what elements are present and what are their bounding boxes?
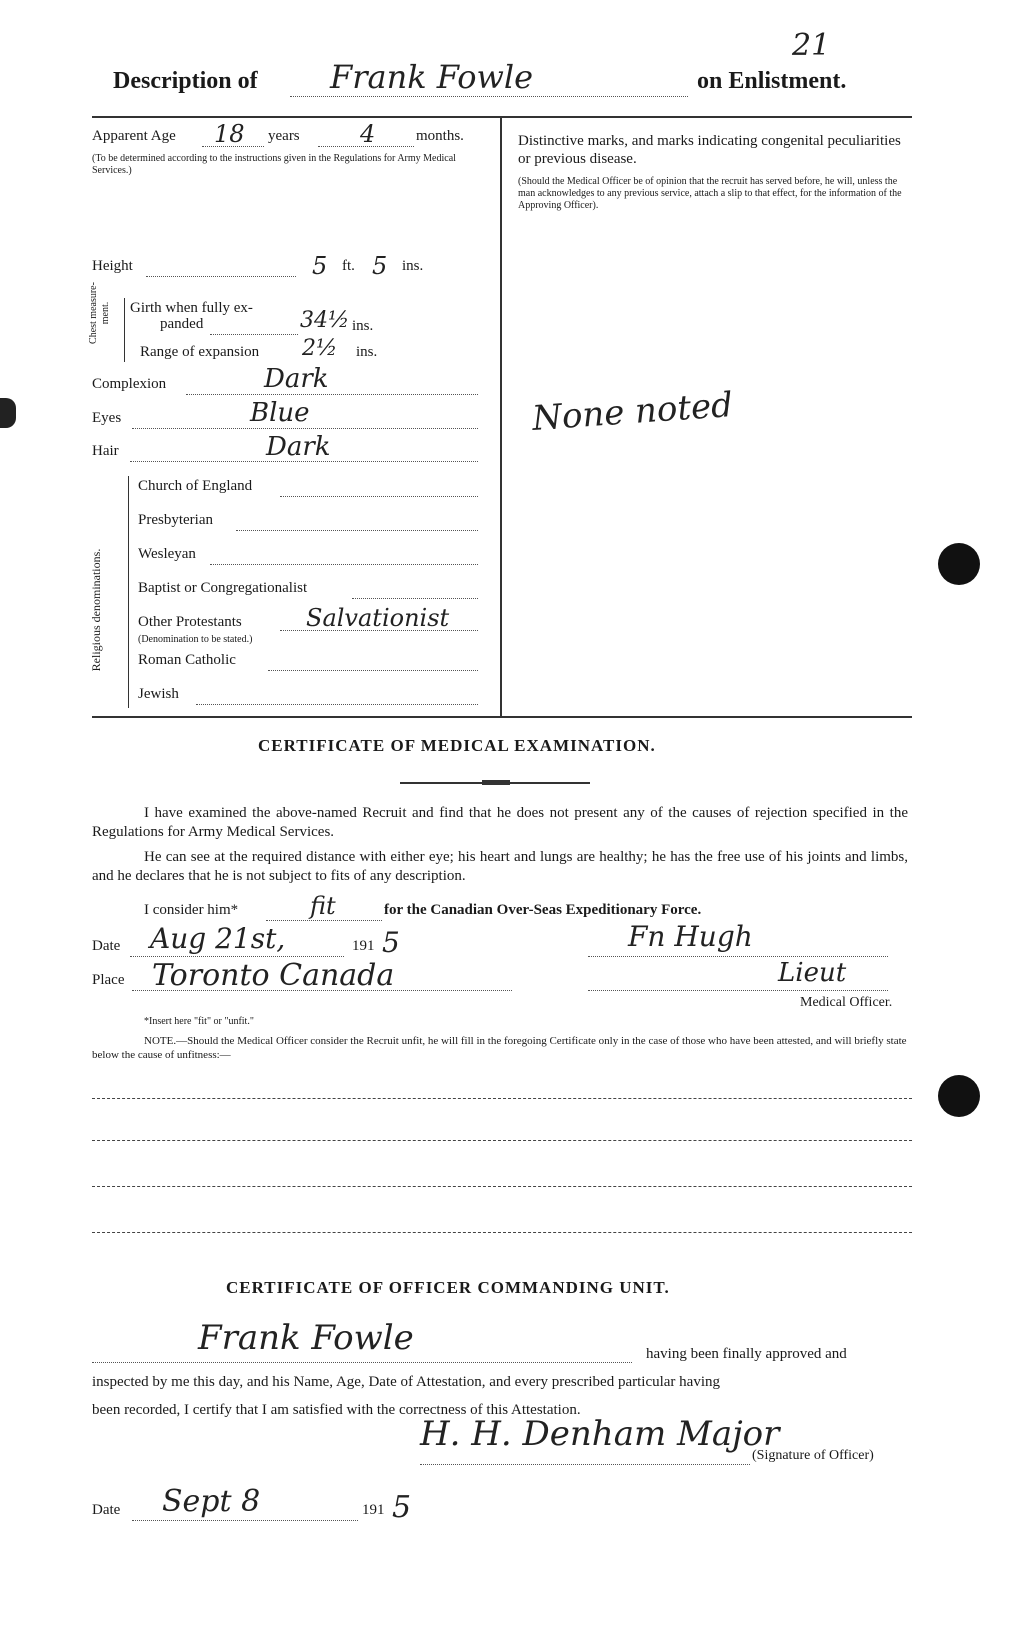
marks-value: None noted — [530, 385, 735, 439]
commanding-line-3: been recorded, I certify that I am satisfied with the correctness of this Attestation. — [92, 1402, 581, 1418]
age-label: Apparent Age — [92, 128, 176, 144]
height-ft-value: 5 — [312, 252, 328, 280]
commanding-signature-label: (Signature of Officer) — [752, 1448, 874, 1463]
girth-unit: ins. — [352, 318, 374, 334]
commanding-year-value: 5 — [392, 1490, 412, 1525]
medical-title: CERTIFICATE OF MEDICAL EXAMINATION. — [258, 736, 656, 755]
hair-value: Dark — [266, 432, 331, 462]
eyes-value: Blue — [250, 398, 310, 428]
medical-year-prefix: 191 — [352, 938, 375, 954]
insert-note: *Insert here "fit" or "unfit." — [144, 1016, 254, 1027]
commanding-date-label: Date — [92, 1502, 121, 1518]
medical-date-label: Date — [92, 938, 121, 954]
girth-label-2: panded — [160, 316, 204, 332]
page-number: 21 — [792, 28, 831, 63]
punch-hole-top — [938, 543, 980, 585]
age-months-value: 4 — [360, 120, 376, 148]
header-suffix: on Enlistment. — [697, 68, 847, 94]
section-rule — [92, 716, 912, 718]
complexion-label: Complexion — [92, 376, 167, 392]
column-divider — [500, 118, 502, 716]
age-note: (To be determined according to the instructions given in the Regulations for Army Medical Services.) — [92, 153, 456, 176]
religion-baptist: Baptist or Congregationalist — [138, 580, 308, 596]
unfitness-line-1 — [92, 1098, 912, 1099]
religion-church-of-england: Church of England — [138, 478, 253, 494]
header-name-line — [290, 96, 688, 97]
marks-note: (Should the Medical Officer be of opinion that the recruit has served before, he will, unless the man acknowledges to any previous service, attach a slip to that effect, for the information of the Approving Officer). — [518, 176, 902, 211]
place-value: Toronto Canada — [152, 958, 395, 993]
range-label: Range of expansion — [140, 344, 260, 360]
medical-officer-signature: Fn Hugh — [628, 920, 753, 953]
medical-officer-label: Medical Officer. — [800, 995, 893, 1010]
commanding-officer-signature: H. H. Denham Major — [420, 1414, 780, 1454]
consider-label: I consider him* — [144, 902, 239, 918]
religion-other-protestants: Other Protestants — [138, 614, 242, 630]
unfitness-line-4 — [92, 1232, 912, 1233]
girth-value: 34½ — [300, 308, 350, 333]
range-unit: ins. — [356, 344, 378, 360]
unfitness-line-2 — [92, 1140, 912, 1141]
punch-hole-bottom — [938, 1075, 980, 1117]
medical-year-value: 5 — [382, 926, 400, 959]
religion-side-label: Religious denominations. — [89, 548, 103, 672]
medical-date-value: Aug 21st, — [150, 922, 286, 955]
force-label: for the Canadian Over-Seas Expeditionary Force. — [384, 902, 702, 918]
chest-label: Chest measure-ment. — [88, 282, 111, 344]
ft-label: ft. — [342, 258, 355, 274]
commanding-title: CERTIFICATE OF OFFICER COMMANDING UNIT. — [226, 1278, 670, 1297]
eyes-label: Eyes — [92, 410, 122, 426]
place-label: Place — [92, 972, 125, 988]
marks-heading: Distinctive marks, and marks indicating congenital peculiarities or previous disease. — [518, 133, 901, 167]
recruit-name: Frank Fowle — [330, 58, 534, 96]
girth-label-1: Girth when fully ex- — [130, 300, 253, 316]
header-prefix: Description of — [113, 68, 258, 94]
unfitness-line-3 — [92, 1186, 912, 1187]
commanding-line-2: inspected by me this day, and his Name, Age, Date of Attestation, and every prescribed particular having — [92, 1374, 721, 1390]
complexion-value: Dark — [264, 364, 329, 394]
months-label: months. — [416, 128, 464, 144]
fit-value: fit — [310, 892, 336, 920]
religion-jewish: Jewish — [138, 686, 179, 702]
medical-para-2: He can see at the required distance with either eye; his heart and lungs are healthy; he has the free use of his joints and limbs, and he declares that he is not subject to fits of any description. — [92, 849, 908, 884]
commanding-year-prefix: 191 — [362, 1502, 385, 1518]
unfit-note: NOTE.—Should the Medical Officer consider the Recruit unfit, he will fill in the foregoing Certificate only in the case of those who have been attested, and will briefly state below the cause of unfitness:— — [92, 1035, 907, 1061]
years-label: years — [268, 128, 300, 144]
left-edge-mark — [0, 398, 16, 428]
commanding-recruit-name: Frank Fowle — [198, 1318, 414, 1358]
medical-para-1: I have examined the above-named Recruit and find that he does not present any of the causes of rejection specified in the Regulations for Army Medical Services. — [92, 805, 908, 840]
religion-roman-catholic: Roman Catholic — [138, 652, 236, 668]
height-ins-value: 5 — [372, 252, 388, 280]
religion-presbyterian: Presbyterian — [138, 512, 213, 528]
ins-label: ins. — [402, 258, 424, 274]
religion-other-value: Salvationist — [306, 604, 450, 632]
religion-wesleyan: Wesleyan — [138, 546, 196, 562]
range-value: 2½ — [302, 336, 338, 361]
religion-other-note: (Denomination to be stated.) — [138, 634, 253, 645]
height-label: Height — [92, 258, 133, 274]
header-rule — [92, 116, 912, 118]
medical-officer-rank: Lieut — [778, 958, 847, 988]
age-years-value: 18 — [214, 120, 245, 148]
commanding-line-1-end: having been finally approved and — [646, 1346, 847, 1362]
commanding-date-value: Sept 8 — [162, 1484, 261, 1519]
hair-label: Hair — [92, 443, 119, 459]
